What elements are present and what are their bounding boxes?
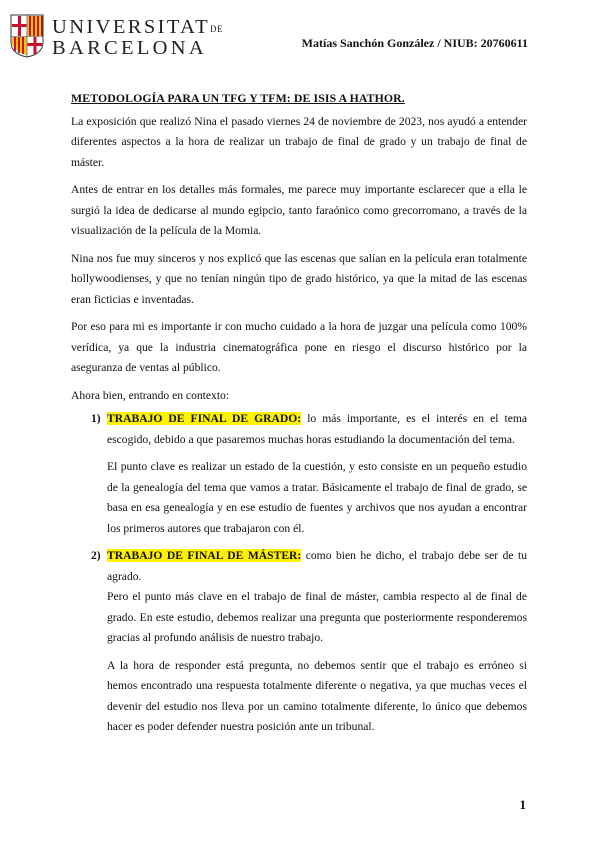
list-item-paragraph: El punto clave es realizar un estado de la cuestión, y esto consiste en un pequeño estudio de la genealogía del tema que vamos a tratar. Básicamente el trabajo de final de grado, se basa en esa genealogía y en ese estudio de fuentes y archivos que nos ayudan a encontrar los primeros autores que trabajaron con él. bbox=[107, 460, 527, 535]
document-title: METODOLOGÍA PARA UN TFG Y TFM: DE ISIS A HATHOR. bbox=[71, 91, 405, 105]
list-number: 1) bbox=[91, 412, 101, 425]
highlighted-heading: TRABAJO DE FINAL DE GRADO: bbox=[107, 412, 302, 425]
paragraph: Nina nos fue muy sinceros y nos explicó que las escenas que salían en la película eran totalmente hollywoodienses, y que no tenían ningún tipo de grado histórico, ya que la mitad de las escenas eran ficticias e inventadas. bbox=[71, 251, 527, 306]
author-header: Matías Sanchón González / NIUB: 20760611 bbox=[301, 36, 528, 50]
document-body bbox=[71, 88, 527, 745]
paragraph: Ahora bien, entrando en contexto: bbox=[71, 388, 230, 402]
list-item-lead: TRABAJO DE FINAL DE GRADO: lo más importante, es el interés en el tema escogido, debido a que pasaremos muchas horas estudiando la documentación del tema. bbox=[107, 412, 528, 446]
list-item-tfg bbox=[71, 409, 527, 539]
university-logo bbox=[10, 14, 223, 59]
paragraph: Por eso para mi es importante ir con mucho cuidado a la hora de juzgar una película como 100% verídica, ya que la industria cinematográfica pone en riesgo el discurso histórico por la aseguranza de ventas al público. bbox=[71, 320, 527, 374]
list-item-paragraph: A la hora de responder está pregunta, no debemos sentir que el trabajo es erróneo si hemos encontrado una respuesta totalmente diferente o negativa, ya que muchas veces el devenir del estudio nos lleva por un camino totalmente diferente, lo único que debemos hacer es poder defender nuestra posición ante un tribunal. bbox=[107, 658, 527, 733]
list-item-paragraph: Pero el punto más clave en el trabajo de final de máster, cambia respecto al de final de grado. En este estudio, debemos realizar una pregunta que posteriormente responderemos gracias al profundo análisis de nuestro trabajo. bbox=[107, 590, 527, 644]
logo-text-line1: UNIVERSITATDE bbox=[52, 16, 223, 38]
list-item-lead: TRABAJO DE FINAL DE MÁSTER: como bien he dicho, el trabajo debe ser de tu agrado. bbox=[107, 549, 527, 583]
paragraph: Antes de entrar en los detalles más formales, me parece muy importante esclarecer que a ella le surgió la idea de dedicarse al mundo egipcio, tanto faraónico como grecorromano, a través de la visualización de la película de la Momia. bbox=[71, 183, 527, 237]
logo-text-line2: BARCELONA bbox=[52, 37, 207, 59]
list-number: 2) bbox=[91, 549, 101, 562]
page-number: 1 bbox=[519, 797, 526, 812]
highlighted-heading: TRABAJO DE FINAL DE MÁSTER: bbox=[107, 549, 302, 562]
paragraph: La exposición que realizó Nina el pasado viernes 24 de noviembre de 2023, nos ayudó a entender diferentes aspectos a la hora de realizar un trabajo de final de grado y un trabajo de final de máster. bbox=[71, 114, 527, 169]
university-shield-icon bbox=[10, 14, 44, 58]
list-item-tfm bbox=[71, 546, 527, 738]
